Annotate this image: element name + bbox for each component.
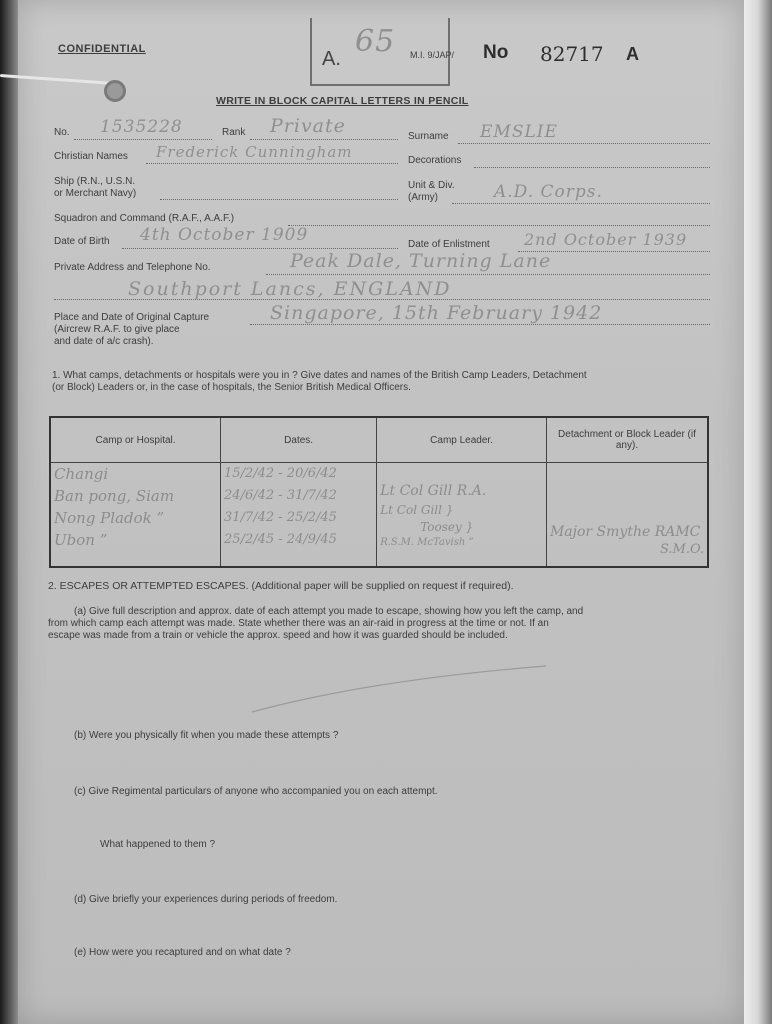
question-2c: (c) Give Regimental particulars of anyone who accompanied you on each attempt. — [74, 786, 438, 797]
header-camp-leader: Camp Leader. — [377, 417, 547, 463]
camp-table-body-row — [50, 463, 708, 568]
enlistment-value: 2nd October 1939 — [524, 230, 688, 249]
camp-entry: Changi — [54, 465, 109, 483]
surname-value: EMSLIE — [480, 122, 558, 142]
detachment-leader: Major Smythe RAMC — [549, 524, 701, 540]
grommet — [104, 80, 126, 102]
confidential-label: CONFIDENTIAL — [58, 43, 146, 55]
squadron-label: Squadron and Command (R.A.F., A.A.F.) — [54, 213, 235, 224]
date-entry: 25/2/45 - 24/9/45 — [224, 532, 337, 547]
question-1-line-2: (or Block) Leaders or, in the case of hospitals, the Senior British Medical Officers. — [52, 382, 411, 393]
page-edge — [744, 0, 772, 1024]
date-entry: 15/2/42 - 20/6/42 — [224, 466, 337, 481]
header-detachment-leader: Detachment or Block Leader (if any). — [546, 417, 708, 463]
dob-line — [122, 248, 398, 249]
serial-number: 82717 — [540, 42, 604, 66]
leader-entry: Toosey } — [420, 520, 474, 534]
unit-label-2: (Army) — [408, 192, 438, 203]
capture-label-1: Place and Date of Original Capture — [54, 312, 210, 323]
header-camp: Camp or Hospital. — [50, 417, 221, 463]
ship-label-2: or Merchant Navy) — [54, 188, 137, 199]
no-line — [74, 139, 212, 140]
decorations-line — [474, 167, 710, 168]
dob-value: 4th October 1909 — [140, 225, 309, 245]
surname-line — [458, 143, 710, 144]
address-label: Private Address and Telephone No. — [54, 262, 211, 273]
address-value-2: Southport Lancs, ENGLAND — [128, 278, 452, 300]
serial-suffix: A — [626, 44, 639, 64]
squadron-line — [288, 225, 710, 226]
dob-label: Date of Birth — [54, 236, 110, 247]
date-entry: 24/6/42 - 31/7/42 — [224, 488, 337, 503]
unit-label-1: Unit & Div. — [408, 180, 455, 191]
address-line-1 — [266, 274, 710, 275]
camp-table-header-row — [50, 417, 708, 463]
question-2-title: 2. ESCAPES OR ATTEMPTED ESCAPES. (Additional paper will be supplied on request if required). — [48, 580, 514, 592]
no-value: 1535228 — [100, 117, 183, 137]
unit-line — [452, 203, 710, 204]
no-label: No. — [54, 127, 70, 138]
question-2c-sub: What happened to them ? — [100, 839, 216, 850]
ship-label-1: Ship (R.N., U.S.N. — [54, 176, 136, 187]
leader-entry: Lt Col Gill R.A. — [380, 483, 487, 499]
question-2e: (e) How were you recaptured and on what date ? — [74, 947, 291, 958]
box-letter: A. — [322, 48, 341, 70]
instruction-heading: WRITE IN BLOCK CAPITAL LETTERS IN PENCIL — [216, 95, 469, 107]
enlistment-label: Date of Enlistment — [408, 239, 490, 250]
leader-entry: R.S.M. McTavish ” — [380, 537, 474, 548]
christian-names-value: Frederick Cunningham — [156, 143, 353, 161]
rank-value: Private — [270, 115, 346, 137]
christian-names-line — [146, 163, 398, 164]
christian-names-label: Christian Names — [54, 151, 128, 162]
camp-entry: Ubon ” — [54, 531, 108, 549]
decorations-label: Decorations — [408, 155, 462, 166]
capture-label-3: and date of a/c crash). — [54, 336, 154, 347]
camp-entry: Ban pong, Siam — [54, 487, 175, 505]
date-entry: 31/7/42 - 25/2/45 — [224, 510, 337, 525]
capture-line — [250, 324, 710, 325]
leaders-cell — [377, 463, 547, 568]
capture-label-2: (Aircrew R.A.F. to give place — [54, 324, 180, 335]
ship-line — [160, 199, 398, 200]
header-dates: Dates. — [221, 417, 377, 463]
question-2a-line-3: escape was made from a train or vehicle the approx. speed and how it was guarded should be included. — [48, 630, 508, 641]
capture-value: Singapore, 15th February 1942 — [270, 302, 603, 324]
question-1-line-1: 1. What camps, detachments or hospitals were you in ? Give dates and names of the British Camp Leaders, Detachment — [52, 370, 587, 381]
detachment-cell — [546, 463, 708, 568]
camp-table — [49, 416, 709, 568]
rank-line — [250, 139, 398, 140]
camps-cell — [50, 463, 221, 568]
number-prefix: No — [483, 42, 509, 63]
leader-entry: Lt Col Gill } — [380, 503, 454, 517]
address-value-1: Peak Dale, Turning Lane — [290, 250, 552, 272]
detachment-sub: S.M.O. — [659, 542, 704, 557]
camp-entry: Nong Pladok ” — [54, 509, 165, 527]
question-2a-line-2: from which camp each attempt was made. State whether there was an air-raid in progress at the time or not. If an — [48, 618, 549, 629]
surname-label: Surname — [408, 131, 449, 142]
leader-entry — [380, 463, 543, 481]
dates-cell — [221, 463, 377, 568]
pencil-stroke — [250, 660, 550, 720]
question-2b: (b) Were you physically fit when you made these attempts ? — [74, 730, 339, 741]
box-number: 65 — [355, 24, 396, 59]
question-2a-line-1: (a) Give full description and approx. date of each attempt you made to escape, showing how you left the camp, and — [74, 606, 584, 617]
form-code: M.I. 9/JAP/ — [410, 50, 455, 60]
rank-label: Rank — [222, 127, 246, 138]
unit-value: A.D. Corps. — [494, 182, 603, 202]
question-2d: (d) Give briefly your experiences during periods of freedom. — [74, 894, 338, 905]
